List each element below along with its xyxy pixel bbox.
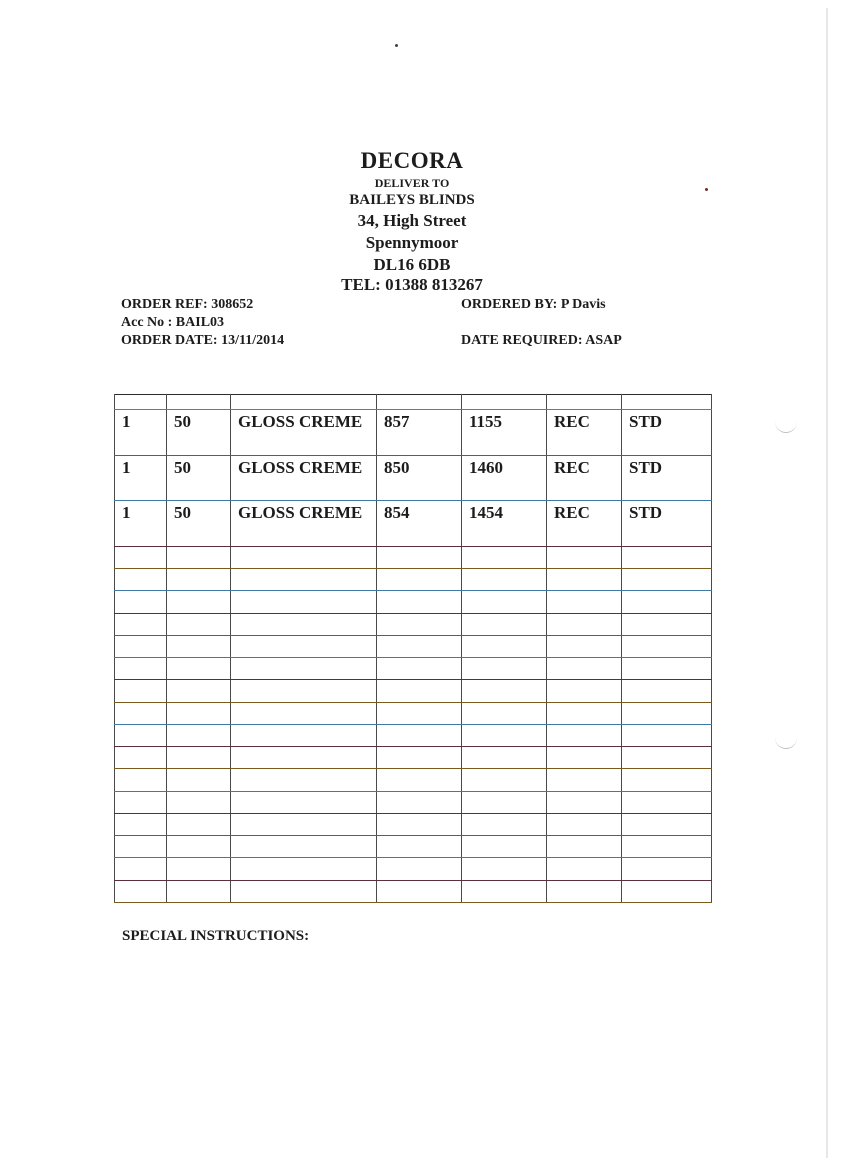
- empty-table-row: [115, 724, 712, 746]
- table-cell: [377, 724, 462, 746]
- table-cell: [462, 747, 547, 769]
- order-date: ORDER DATE: 13/11/2014: [121, 333, 285, 348]
- table-cell: [547, 858, 622, 880]
- table-cell: [622, 569, 712, 591]
- table-cell: [231, 395, 377, 410]
- empty-table-row: [115, 680, 712, 702]
- table-cell: [167, 395, 231, 410]
- table-cell: [622, 395, 712, 410]
- table-cell: [622, 747, 712, 769]
- table-cell: [231, 747, 377, 769]
- empty-table-row: [115, 747, 712, 769]
- date-required: DATE REQUIRED: ASAP: [461, 333, 622, 348]
- table-cell: [547, 769, 622, 791]
- table-cell: [115, 791, 167, 813]
- table-cell: [547, 702, 622, 724]
- table-cell: [377, 791, 462, 813]
- table-cell: [167, 680, 231, 702]
- width-cell: 857: [377, 410, 462, 456]
- table-cell: [462, 880, 547, 902]
- order-table: [114, 394, 712, 903]
- table-cell: [231, 858, 377, 880]
- table-cell: [231, 680, 377, 702]
- table-cell: [167, 613, 231, 635]
- colour-cell: GLOSS CREME: [231, 455, 377, 501]
- table-cell: [231, 635, 377, 657]
- special-instructions-label: SPECIAL INSTRUCTIONS:: [122, 928, 310, 944]
- type-cell: REC: [547, 501, 622, 547]
- table-cell: [377, 813, 462, 835]
- table-cell: [622, 702, 712, 724]
- table-row: [115, 455, 712, 501]
- empty-table-row: [115, 880, 712, 902]
- empty-table-row: [115, 702, 712, 724]
- drop-cell: 1155: [462, 410, 547, 456]
- table-cell: [167, 880, 231, 902]
- width-cell: 854: [377, 501, 462, 547]
- document-header: [262, 146, 562, 276]
- table-cell: [622, 791, 712, 813]
- table-cell: [547, 880, 622, 902]
- customer-name: BAILEYS BLINDS: [349, 192, 475, 208]
- empty-table-row: [115, 635, 712, 657]
- table-cell: [622, 769, 712, 791]
- scan-speck: [395, 44, 398, 47]
- control-cell: STD: [622, 501, 712, 547]
- table-cell: [231, 658, 377, 680]
- quantity-cell: 1: [115, 455, 167, 501]
- table-cell: [377, 858, 462, 880]
- empty-table-row: [115, 658, 712, 680]
- table-cell: [115, 613, 167, 635]
- table-cell: [231, 880, 377, 902]
- table-cell: [622, 546, 712, 568]
- table-cell: [115, 591, 167, 613]
- slat-size-cell: 50: [167, 455, 231, 501]
- table-cell: [115, 546, 167, 568]
- table-cell: [547, 724, 622, 746]
- table-cell: [547, 613, 622, 635]
- order-table-body: [115, 395, 712, 903]
- table-cell: [377, 747, 462, 769]
- table-cell: [622, 836, 712, 858]
- quantity-cell: 1: [115, 501, 167, 547]
- quantity-cell: 1: [115, 410, 167, 456]
- table-cell: [167, 569, 231, 591]
- table-cell: [377, 658, 462, 680]
- table-cell: [231, 569, 377, 591]
- table-cell: [622, 680, 712, 702]
- table-cell: [167, 702, 231, 724]
- table-cell: [115, 702, 167, 724]
- table-cell: [115, 724, 167, 746]
- empty-table-row: [115, 569, 712, 591]
- table-cell: [547, 747, 622, 769]
- slat-size-cell: 50: [167, 501, 231, 547]
- table-cell: [622, 858, 712, 880]
- table-cell: [377, 591, 462, 613]
- punch-hole-mark: [775, 738, 797, 749]
- table-cell: [167, 813, 231, 835]
- empty-table-row: [115, 613, 712, 635]
- ordered-by: ORDERED BY: P Davis: [461, 297, 606, 312]
- table-header-row: [115, 395, 712, 410]
- table-cell: [462, 569, 547, 591]
- table-cell: [377, 680, 462, 702]
- empty-table-row: [115, 858, 712, 880]
- table-cell: [622, 591, 712, 613]
- table-cell: [115, 836, 167, 858]
- table-cell: [462, 635, 547, 657]
- empty-table-row: [115, 591, 712, 613]
- table-cell: [622, 724, 712, 746]
- table-cell: [462, 658, 547, 680]
- table-cell: [547, 591, 622, 613]
- empty-table-row: [115, 836, 712, 858]
- account-number: Acc No : BAIL03: [121, 315, 225, 330]
- table-cell: [462, 791, 547, 813]
- empty-table-row: [115, 546, 712, 568]
- table-cell: [115, 635, 167, 657]
- table-cell: [462, 680, 547, 702]
- table-cell: [231, 791, 377, 813]
- table-cell: [377, 635, 462, 657]
- table-cell: [167, 836, 231, 858]
- drop-cell: 1454: [462, 501, 547, 547]
- table-cell: [167, 591, 231, 613]
- drop-cell: 1460: [462, 455, 547, 501]
- colour-cell: GLOSS CREME: [231, 410, 377, 456]
- table-cell: [115, 813, 167, 835]
- table-cell: [377, 836, 462, 858]
- table-row: [115, 410, 712, 456]
- scan-speck: [705, 188, 708, 191]
- table-cell: [547, 680, 622, 702]
- table-cell: [115, 680, 167, 702]
- table-cell: [231, 591, 377, 613]
- telephone: TEL: 01388 813267: [341, 275, 483, 294]
- table-cell: [547, 635, 622, 657]
- empty-table-row: [115, 791, 712, 813]
- table-cell: [462, 613, 547, 635]
- table-cell: [115, 747, 167, 769]
- table-cell: [231, 702, 377, 724]
- table-cell: [115, 658, 167, 680]
- deliver-to-label: DELIVER TO: [374, 176, 450, 190]
- address-line-3: DL16 6DB: [373, 255, 451, 274]
- table-cell: [622, 813, 712, 835]
- table-cell: [231, 724, 377, 746]
- type-cell: REC: [547, 410, 622, 456]
- table-cell: [377, 613, 462, 635]
- table-cell: [462, 836, 547, 858]
- table-cell: [462, 858, 547, 880]
- empty-table-row: [115, 769, 712, 791]
- table-cell: [462, 702, 547, 724]
- table-cell: [622, 613, 712, 635]
- table-cell: [377, 395, 462, 410]
- table-cell: [462, 769, 547, 791]
- table-cell: [547, 791, 622, 813]
- table-cell: [377, 546, 462, 568]
- table-cell: [167, 747, 231, 769]
- table-cell: [547, 658, 622, 680]
- table-row: [115, 501, 712, 547]
- table-cell: [547, 569, 622, 591]
- table-cell: [231, 769, 377, 791]
- table-cell: [115, 569, 167, 591]
- table-cell: [462, 591, 547, 613]
- table-cell: [167, 724, 231, 746]
- table-cell: [231, 836, 377, 858]
- table-cell: [115, 858, 167, 880]
- table-cell: [167, 546, 231, 568]
- table-cell: [167, 769, 231, 791]
- table-cell: [167, 858, 231, 880]
- table-cell: [547, 813, 622, 835]
- order-ref: ORDER REF: 308652: [121, 297, 254, 312]
- table-cell: [462, 813, 547, 835]
- control-cell: STD: [622, 410, 712, 456]
- colour-cell: GLOSS CREME: [231, 501, 377, 547]
- slat-size-cell: 50: [167, 410, 231, 456]
- table-cell: [167, 635, 231, 657]
- table-cell: [622, 658, 712, 680]
- table-cell: [462, 546, 547, 568]
- table-cell: [115, 880, 167, 902]
- table-cell: [115, 395, 167, 410]
- table-cell: [622, 635, 712, 657]
- table-cell: [547, 836, 622, 858]
- punch-hole-mark: [775, 422, 797, 433]
- table-cell: [167, 791, 231, 813]
- table-cell: [167, 658, 231, 680]
- type-cell: REC: [547, 455, 622, 501]
- table-cell: [462, 395, 547, 410]
- table-cell: [547, 395, 622, 410]
- table-cell: [115, 769, 167, 791]
- table-cell: [377, 880, 462, 902]
- table-cell: [377, 569, 462, 591]
- table-cell: [377, 702, 462, 724]
- company-name: DECORA: [360, 148, 464, 173]
- address-line-2: Spennymoor: [365, 233, 459, 252]
- empty-table-row: [115, 813, 712, 835]
- address-line-1: 34, High Street: [357, 211, 467, 230]
- table-cell: [377, 769, 462, 791]
- control-cell: STD: [622, 455, 712, 501]
- table-cell: [231, 613, 377, 635]
- table-cell: [547, 546, 622, 568]
- table-cell: [462, 724, 547, 746]
- table-cell: [231, 813, 377, 835]
- table-cell: [622, 880, 712, 902]
- page-edge: [826, 8, 828, 1158]
- width-cell: 850: [377, 455, 462, 501]
- table-cell: [231, 546, 377, 568]
